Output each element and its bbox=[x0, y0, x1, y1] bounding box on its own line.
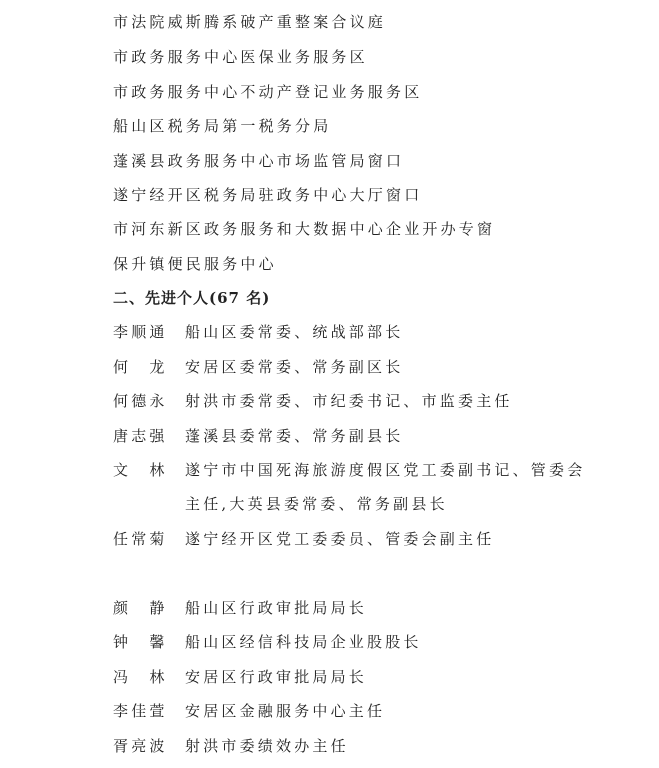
person-name: 唐志强 bbox=[113, 427, 168, 445]
unit-item: 市法院威斯腾系破产重整案合议庭 bbox=[113, 13, 387, 31]
unit-item: 保升镇便民服务中心 bbox=[113, 255, 277, 273]
person-title: 船山区经信科技局企业股股长 bbox=[185, 633, 422, 651]
person-row bbox=[113, 426, 403, 446]
person-name: 胥亮波 bbox=[113, 737, 168, 755]
person-title: 船山区行政审批局局长 bbox=[185, 599, 368, 617]
person-title: 射洪市委常委、市纪委书记、市监委主任 bbox=[185, 392, 513, 410]
person-name: 任常菊 bbox=[113, 530, 168, 548]
unit-item: 蓬溪县政务服务中心市场监管局窗口 bbox=[113, 152, 405, 170]
person-row bbox=[113, 322, 403, 342]
person-name: 钟 馨 bbox=[113, 633, 168, 651]
person-row bbox=[113, 736, 349, 756]
unit-item: 市河东新区政务服务和大数据中心企业开办专窗 bbox=[113, 220, 496, 238]
person-title-continued: 主任,大英县委常委、常务副县长 bbox=[185, 495, 448, 513]
section-heading: 二、先进个人(67 名) bbox=[113, 289, 271, 307]
person-name: 李顺通 bbox=[113, 323, 168, 341]
person-row bbox=[113, 357, 403, 377]
person-title: 安居区金融服务中心主任 bbox=[185, 702, 386, 720]
person-title: 安居区行政审批局局长 bbox=[185, 668, 368, 686]
person-title: 蓬溪县委常委、常务副县长 bbox=[185, 427, 404, 445]
person-row bbox=[113, 632, 422, 652]
person-title: 射洪市委绩效办主任 bbox=[185, 737, 349, 755]
unit-item: 市政务服务中心医保业务服务区 bbox=[113, 48, 368, 66]
person-title: 遂宁市中国死海旅游度假区党工委副书记、管委会 bbox=[185, 461, 586, 479]
person-row bbox=[113, 701, 385, 721]
person-name: 颜 静 bbox=[113, 599, 168, 617]
unit-item: 市政务服务中心不动产登记业务服务区 bbox=[113, 83, 423, 101]
unit-item: 遂宁经开区税务局驻政务中心大厅窗口 bbox=[113, 186, 423, 204]
unit-item: 船山区税务局第一税务分局 bbox=[113, 117, 332, 135]
person-name: 何德永 bbox=[113, 392, 168, 410]
person-row bbox=[113, 667, 367, 687]
person-row bbox=[113, 460, 585, 480]
person-row bbox=[113, 391, 513, 411]
person-name: 何 龙 bbox=[113, 358, 168, 376]
person-name: 冯 林 bbox=[113, 668, 168, 686]
person-name: 文 林 bbox=[113, 461, 168, 479]
person-title: 船山区委常委、统战部部长 bbox=[185, 323, 404, 341]
person-title: 遂宁经开区党工委委员、管委会副主任 bbox=[185, 530, 495, 548]
person-row bbox=[113, 529, 494, 549]
person-name: 李佳萱 bbox=[113, 702, 168, 720]
person-title: 安居区委常委、常务副区长 bbox=[185, 358, 404, 376]
person-row bbox=[113, 598, 367, 618]
